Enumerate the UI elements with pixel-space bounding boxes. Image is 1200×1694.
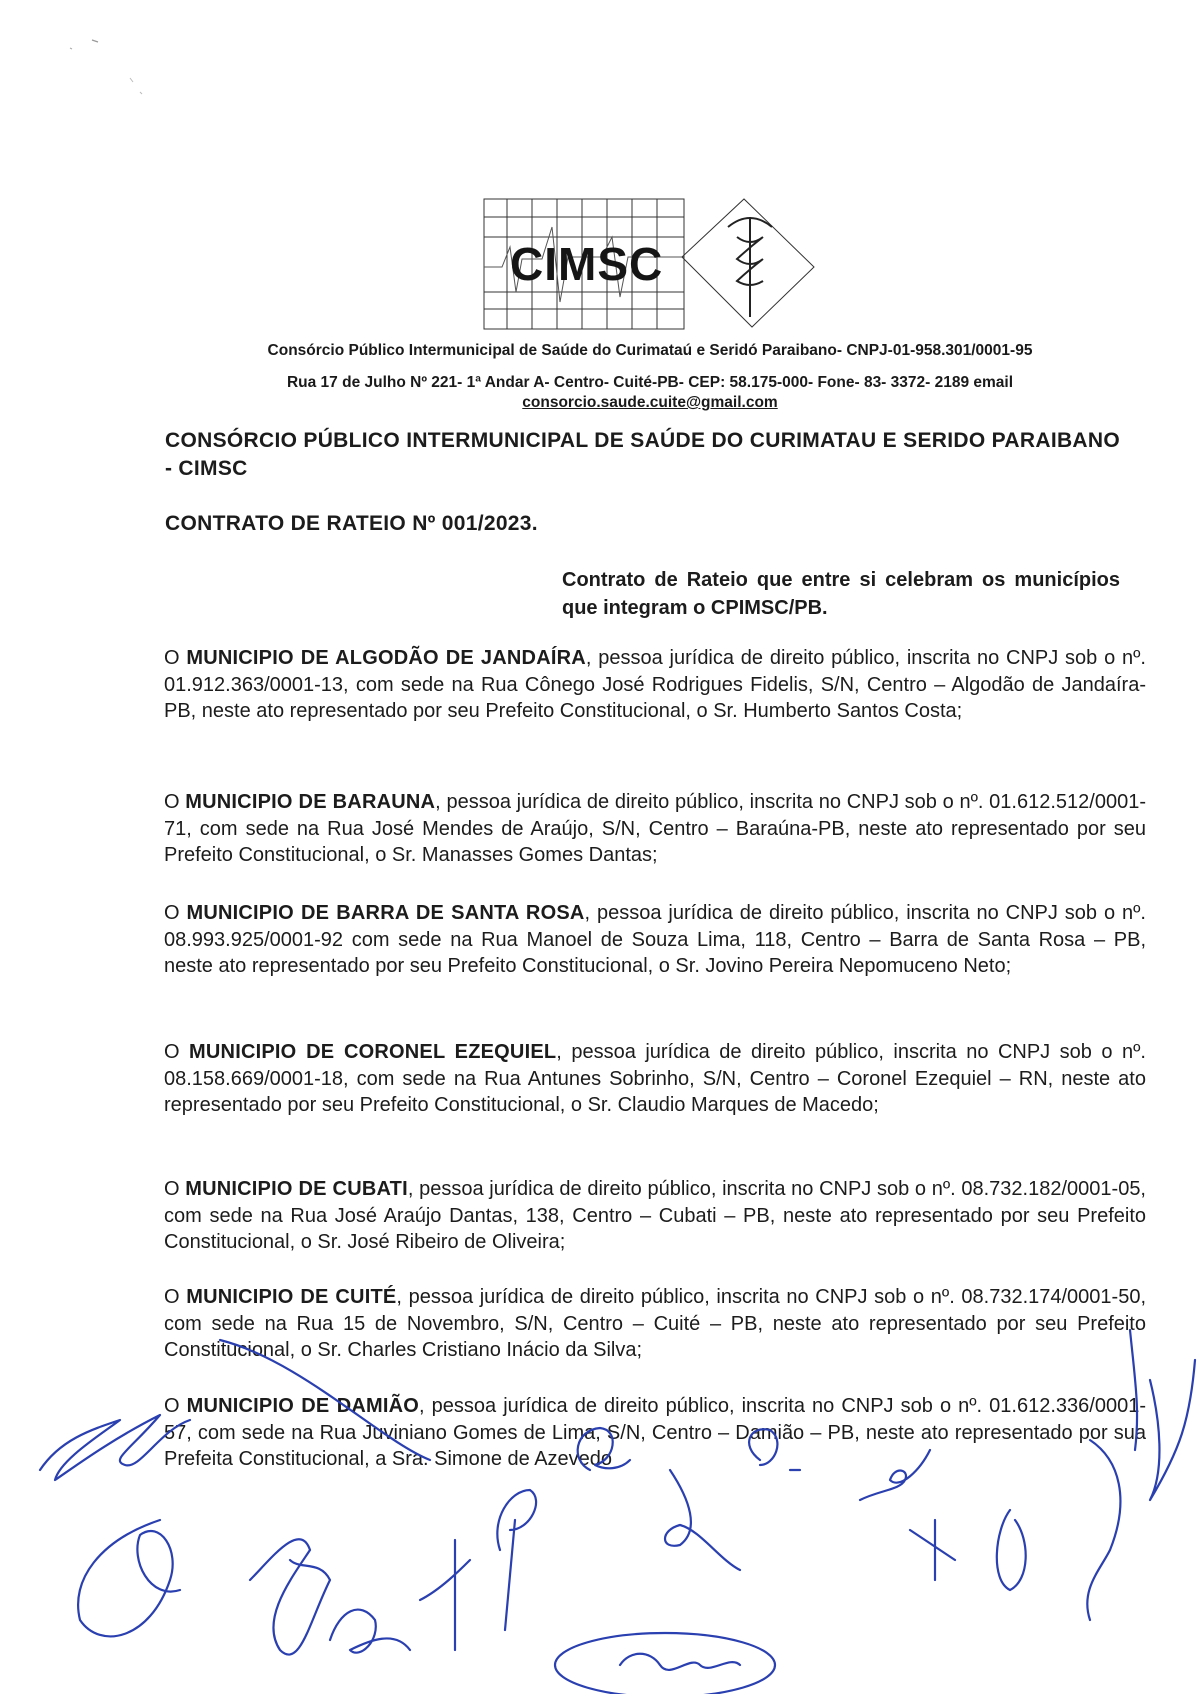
signature-12 [997,1510,1026,1590]
document-title: CONSÓRCIO PÚBLICO INTERMUNICIPAL DE SAÚDE DO CURIMATAU E SERIDO PARAIBANO - CIMSC [165,429,1120,480]
contract-number: CONTRATO DE RATEIO Nº 001/2023. [165,512,538,535]
municipality-name: MUNICIPIO DE BARRA DE SANTA ROSA [186,902,585,924]
clause-prefix: O [164,1041,190,1063]
clause-text: , pessoa jurídica de direito público, inscrita no CNPJ sob o nº. 08.158.669/0001-18, com sede na Rua Antunes Sobrinho, S/N, Centro – Coronel Ezequiel – RN, neste ato representado por seu Prefeito Constitucional, o Sr. Claudio Marques de Macedo; [164,1041,1146,1116]
signature-8 [665,1470,740,1570]
signature-6 [497,1490,536,1630]
clause-prefix: O [164,1395,187,1417]
signature-3 [250,1539,330,1654]
clause-text: , pessoa jurídica de direito público, inscrita no CNPJ sob o nº. 08.732.182/0001-05, com sede na Rua José Araújo Dantas, 138, Centro – Cubati – PB, neste ato representado por seu Prefeito Constitucional, o Sr. José Ribeiro de Oliveira; [164,1178,1146,1253]
clause-text: , pessoa jurídica de direito público, inscrita no CNPJ sob o nº. 01.912.363/0001-13, com sede na Rua Cônego José Rodrigues Fidelis, S/N, Centro – Algodão de Jandaíra-PB, neste ato representado por seu Prefeito Constitucional, o Sr. Humberto Santos Costa; [164,647,1146,722]
clause-prefix: O [164,791,186,813]
municipality-name: MUNICIPIO DE CORONEL EZEQUIEL [189,1041,557,1063]
cimsc-logo [482,197,837,337]
clause-prefix: O [164,902,187,924]
signature-4 [330,1610,410,1653]
clause-cuite [164,1284,1146,1364]
contract-summary: Contrato de Rateio que entre si celebram os municípios que integram o CPIMSC/PB. [562,569,1120,619]
clause-barra-de-santa-rosa [164,900,1146,980]
municipality-name: MUNICIPIO DE CUITÉ [186,1286,397,1308]
clause-algodao-de-jandaira [164,645,1146,725]
clause-barauna [164,789,1146,869]
clause-prefix: O [164,1178,186,1200]
clause-text: , pessoa jurídica de direito público, inscrita no CNPJ sob o nº. 08.732.174/0001-50, com sede na Rua 15 de Novembro, S/N, Centro – Cuité – PB, neste ato representado por seu Prefeito Constitucional, o Sr. Charles Cristiano Inácio da Silva; [164,1286,1146,1361]
clause-prefix: O [164,647,187,669]
clause-text: , pessoa jurídica de direito público, inscrita no CNPJ sob o nº. 08.993.925/0001-92 com sede na Rua Manoel de Souza Lima, 118, Centro – Barra de Santa Rosa – PB, neste ato representado por seu Prefeito Constitucional, o Sr. Jovino Pereira Nepomuceno Neto; [164,902,1146,977]
clause-coronel-ezequiel [164,1039,1146,1119]
clause-cubati [164,1176,1146,1256]
municipality-name: MUNICIPIO DE BARAUNA [185,791,436,813]
letterhead-line-1: Consórcio Público Intermunicipal de Saúde do Curimataú e Seridó Paraibano- CNPJ-01-958.301/0001-95 [267,342,1033,359]
signature-15 [620,1654,740,1670]
clause-damiao [164,1393,1146,1473]
signature-2 [78,1520,180,1636]
logo-text: CIMSC [510,238,664,290]
municipality-name: MUNICIPIO DE DAMIÃO [186,1395,420,1417]
clause-text: , pessoa jurídica de direito público, inscrita no CNPJ sob o nº. 01.612.336/0001-57, com sede na Rua Juviniano Gomes de Lima, S/N, Centro – Damião – PB, neste ato representado por sua Prefeita Constitucional, a Sra. Simone de Azevedo [164,1395,1146,1470]
municipality-name: MUNICIPIO DE ALGODÃO DE JANDAÍRA [186,647,586,669]
signatures [0,1320,1200,1694]
signature-11 [910,1520,955,1580]
letterhead-email[interactable]: consorcio.saude.cuite@gmail.com [522,394,778,411]
clause-text: , pessoa jurídica de direito público, inscrita no CNPJ sob o nº. 01.612.512/0001-71, com sede na Rua José Mendes de Araújo, S/N, Centro – Baraúna-PB, neste ato representado por seu Prefeito Constitucional, o Sr. Manasses Gomes Dantas; [164,791,1146,866]
signature-14 [555,1633,775,1694]
scan-marks [0,0,200,120]
signature-5 [420,1540,470,1650]
letterhead-line-2: Rua 17 de Julho Nº 221- 1ª Andar A- Centro- Cuité-PB- CEP: 58.175-000- Fone- 83- 3372- 2189 email [286,374,1014,391]
clause-prefix: O [164,1286,187,1308]
municipality-name: MUNICIPIO DE CUBATI [185,1178,408,1200]
